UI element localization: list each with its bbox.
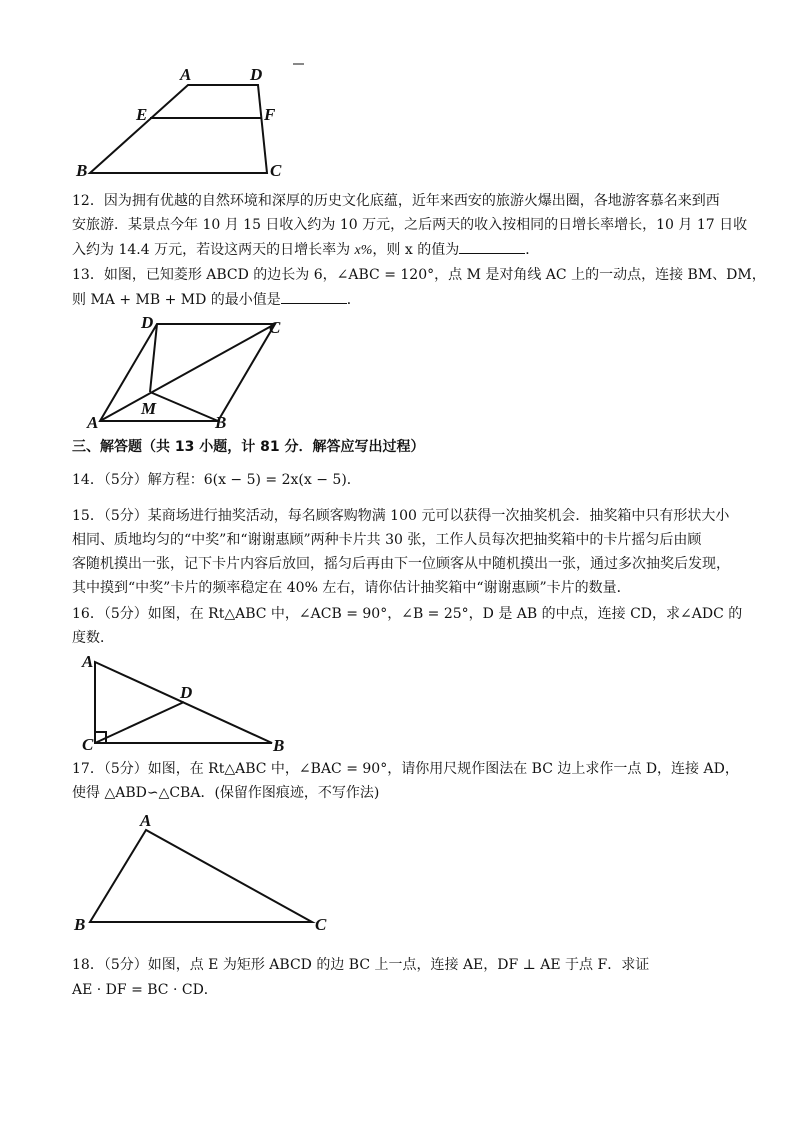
label-a: A <box>87 413 99 432</box>
label-d: D <box>141 313 154 332</box>
q12-line1: 12．因为拥有优越的自然环境和深厚的历史文化底蕴，近年来西安的旅游火爆出圈，各地游客慕名来到西 <box>72 193 720 209</box>
q17-line2: 使得 △ABD∽△CBA．(保留作图痕迹，不写作法) <box>72 785 380 801</box>
rhombus-figure <box>85 310 300 432</box>
q12-answer-blank <box>459 239 525 254</box>
q18-line2: AE · DF = BC · CD． <box>72 982 218 998</box>
q12-line3 <box>72 239 539 261</box>
q12-line3-b: ，则 x 的值为 <box>372 242 460 258</box>
label-c: C <box>270 161 282 180</box>
label-a: A <box>82 652 94 671</box>
q13-line2-a: 则 MA + MB + MD 的最小值是 <box>72 292 281 308</box>
label-f: F <box>264 105 276 124</box>
label-e: E <box>136 105 148 124</box>
q17-line1: 17．（5分）如图，在 Rt△ABC 中，∠BAC = 90°，请你用尺规作图法在 BC 边上求作一点 D，连接 AD， <box>72 761 739 777</box>
q15-line4: 其中摸到“中奖”卡片的频率稳定在 40% 左右，请你估计抽奖箱中“谢谢惠顾”卡片的数量． <box>72 580 631 596</box>
q15-line1: 15．（5分）某商场进行抽奖活动，每名顾客购物满 100 元可以获得一次抽奖机会．抽奖箱中只有形状大小 <box>72 508 730 524</box>
right-triangle-figure <box>78 648 298 756</box>
q18-line1: 18．（5分）如图，点 E 为矩形 ABCD 的边 BC 上一点，连接 AE，DF ⊥ AE 于点 F．求证 <box>72 957 650 973</box>
label-d: D <box>180 683 193 702</box>
label-d: D <box>250 65 263 84</box>
label-b: B <box>74 915 86 934</box>
q15-line2: 相同、质地均匀的“中奖”和“谢谢惠顾”两种卡片共 30 张，工作人员每次把抽奖箱中的卡片摇匀后由顾 <box>72 532 702 548</box>
q13-answer-blank <box>281 289 347 304</box>
label-c: C <box>269 318 281 337</box>
q14-text: 14．（5分）解方程：6(x − 5) = 2x(x − 5)． <box>72 472 361 488</box>
q15-line3: 客随机摸出一张，记下卡片内容后放回，摇匀后再由下一位顾客从中随机摸出一张，通过多次抽奖后发现， <box>72 556 730 572</box>
triangle-figure <box>72 808 342 938</box>
q13-line2-end: ． <box>346 292 361 308</box>
q13-line2 <box>72 289 361 310</box>
label-b: B <box>76 161 88 180</box>
label-c: C <box>315 915 327 934</box>
q12-line2: 安旅游．某景点今年 10 月 15 日收入约为 10 万元，之后两天的收入按相同的日增长率增长，10 月 17 日收 <box>72 217 748 233</box>
label-c: C <box>82 735 94 754</box>
label-a: A <box>180 65 192 84</box>
q16-line2: 度数． <box>72 630 114 646</box>
label-m: M <box>141 399 157 418</box>
q12-variable: x% <box>354 243 373 258</box>
q16-line1: 16．（5分）如图，在 Rt△ABC 中，∠ACB = 90°，∠B = 25°，D 是 AB 的中点，连接 CD，求∠ADC 的 <box>72 606 743 622</box>
trapezoid-figure <box>70 58 310 188</box>
label-b: B <box>215 413 227 432</box>
q12-line3-a: 入约为 14.4 万元，若设这两天的日增长率为 <box>72 242 355 258</box>
label-a: A <box>140 811 152 830</box>
q13-line1: 13．如图，已知菱形 ABCD 的边长为 6，∠ABC = 120°，点 M 是对角线 AC 上的一动点，连接 BM、DM， <box>72 267 766 283</box>
q12-line3-end: ． <box>525 242 540 258</box>
label-b: B <box>273 736 285 755</box>
section3-title: 三、解答题（共 13 小题，计 81 分．解答应写出过程） <box>72 439 425 455</box>
